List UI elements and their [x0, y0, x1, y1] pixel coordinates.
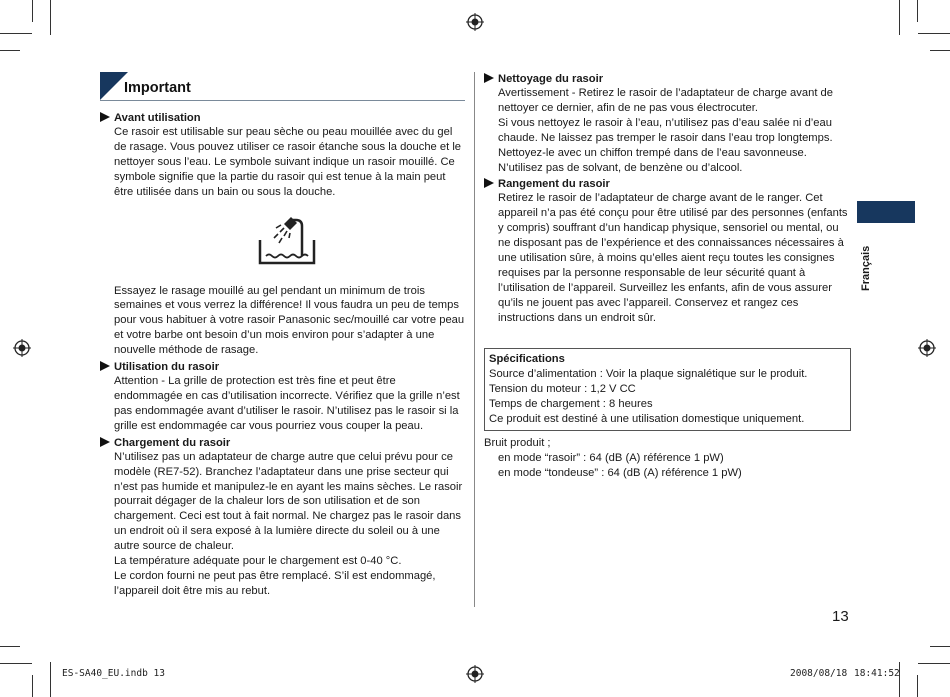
crop-mark [918, 33, 950, 34]
arrow-right-icon [100, 361, 110, 371]
registration-mark-icon [466, 13, 484, 31]
crop-mark [0, 663, 32, 664]
registration-mark-icon [13, 339, 31, 357]
noise-line: en mode “tondeuse” : 64 (dB (A) référence 1 pW) [498, 466, 742, 479]
section-heading-chargement-du-rasoir: Chargement du rasoir [100, 436, 465, 450]
noise-line: en mode “rasoir” : 64 (dB (A) référence 1 pW) [498, 451, 724, 464]
crop-mark [930, 646, 950, 647]
section-body: Avertissement - Retirez le rasoir de l’adaptateur de charge avant de nettoyer ce dernier, afin de ne pas vous électrocuter. [498, 87, 833, 114]
column-divider [474, 72, 475, 607]
crop-mark [917, 0, 918, 22]
language-tab-label: Français [860, 245, 872, 291]
right-column [484, 72, 852, 481]
page-number: 13 [832, 608, 849, 625]
spec-line: Temps de chargement : 8 heures [489, 397, 653, 410]
noise-intro: Bruit produit ; [484, 436, 551, 449]
crop-mark [32, 675, 33, 697]
spec-line: Ce produit est destiné à une utilisation domestique uniquement. [489, 412, 805, 425]
language-tab-bar [857, 201, 915, 223]
section-body: Essayez le rasage mouillé au gel pendant un minimum de trois semaines et vous verrez la différence! Il vous faudra un peu de temps pour vous habituer à votre rasoir Panasonic sec/mouillé car votre peau et votre barbe ont besoin d’un mois environ pour s’adapter à une nouvelle méthode de rasage. [114, 284, 465, 357]
important-title: Important [124, 80, 191, 96]
crop-mark [0, 646, 20, 647]
section-heading-nettoyage-du-rasoir: Nettoyage du rasoir [484, 72, 852, 86]
crop-mark [50, 662, 51, 697]
section-heading-avant-utilisation: Avant utilisation [100, 111, 465, 125]
spec-line: Source d’alimentation : Voir la plaque signalétique sur le produit. [489, 367, 808, 380]
crop-mark [899, 0, 900, 35]
arrow-right-icon [100, 437, 110, 447]
crop-mark [930, 50, 950, 51]
footer-file-name: ES-SA40_EU.indb 13 [62, 668, 165, 679]
wet-shaver-symbol-icon [258, 216, 316, 266]
important-header [100, 72, 465, 101]
section-body: Retirez le rasoir de l’adaptateur de charge avant de le ranger. Cet appareil n’a pas été conçu pour être utilisé par des personnes (enfants y compris) souffrant d’un handicap physique, sensoriel ou mental, ou ne disposant pas de l’expérience et des connaissances nécessaires à une utilisation sûre, à moins qu’elles aient reçu toutes les consignes requises par la personne responsable de leur sécurité quant à l’utilisation de l’appareil. Surveillez les enfants, afin de vous assurer qu’ils ne jouent pas avec l’appareil. Conservez et rangez ces instructions dans un endroit sûr. [498, 192, 848, 324]
crop-mark [50, 0, 51, 35]
noise-info [484, 436, 852, 481]
section-heading-rangement-du-rasoir: Rangement du rasoir [484, 177, 852, 191]
section-body: Attention - La grille de protection est très fine et peut être endommagée en cas d’utilisation incorrecte. Vérifiez que la grille n’est pas endommagée avant d’utiliser le rasoir. N’utilisez pas le rasoir si la grille est endommagée car vous pourriez vous couper la peau. [114, 375, 460, 432]
section-body: Le cordon fourni ne peut pas être remplacé. S’il est endommagé, l’appareil doit être mis au rebut. [114, 569, 436, 597]
specifications-box [484, 348, 851, 431]
section-body: Ce rasoir est utilisable sur peau sèche ou peau mouillée avec du gel de rasage. Vous pouvez utiliser ce rasoir étanche sous la douche et le nettoyer sous l’eau. Le symbole suivant indique un rasoir mouillé. Ce symbole signifie que la partie du rasoir qui est tenue à la main peut être utilisée dans un bain ou sous la douche. [114, 126, 462, 198]
specifications-title: Spécifications [489, 352, 565, 365]
footer-time: 18:41:52 [854, 668, 900, 679]
section-body: N’utilisez pas un adaptateur de charge autre que celui prévu pour ce modèle (RE7-52). Branchez l’adaptateur dans une prise secteur qui n’est pas humide et manipulez-le en ayant les mains sèches. Le rasoir pourrait dégager de la chaleur lors de son utilisation et de son chargement. Ceci est tout à fait normal. Ne chargez pas le rasoir dans un endroit où il sera exposé à la lumière directe du soleil ou à une autre source de chaleur. [114, 450, 463, 553]
arrow-right-icon [484, 178, 494, 188]
arrow-right-icon [100, 112, 110, 122]
section-body: La température adéquate pour le chargement est 0-40 °C. [114, 555, 402, 568]
registration-mark-icon [918, 339, 936, 357]
arrow-right-icon [484, 73, 494, 83]
footer-date: 2008/08/18 [790, 668, 848, 679]
registration-mark-icon [466, 665, 484, 683]
crop-mark [0, 50, 20, 51]
crop-mark [32, 0, 33, 22]
section-heading-utilisation-du-rasoir: Utilisation du rasoir [100, 360, 465, 374]
left-column [100, 72, 465, 599]
crop-mark [917, 675, 918, 697]
crop-mark [0, 33, 32, 34]
spec-line: Tension du moteur : 1,2 V CC [489, 382, 636, 395]
section-body: Si vous nettoyez le rasoir à l’eau, n’utilisez pas d’eau salée ni d’eau chaude. Ne laissez pas tremper le rasoir dans l’eau trop longtemps. Nettoyez-le avec un chiffon trempé dans de l’eau savonneuse. N’utilisez pas de solvant, de benzène ou d’alcool. [498, 116, 833, 174]
crop-mark [918, 663, 950, 664]
